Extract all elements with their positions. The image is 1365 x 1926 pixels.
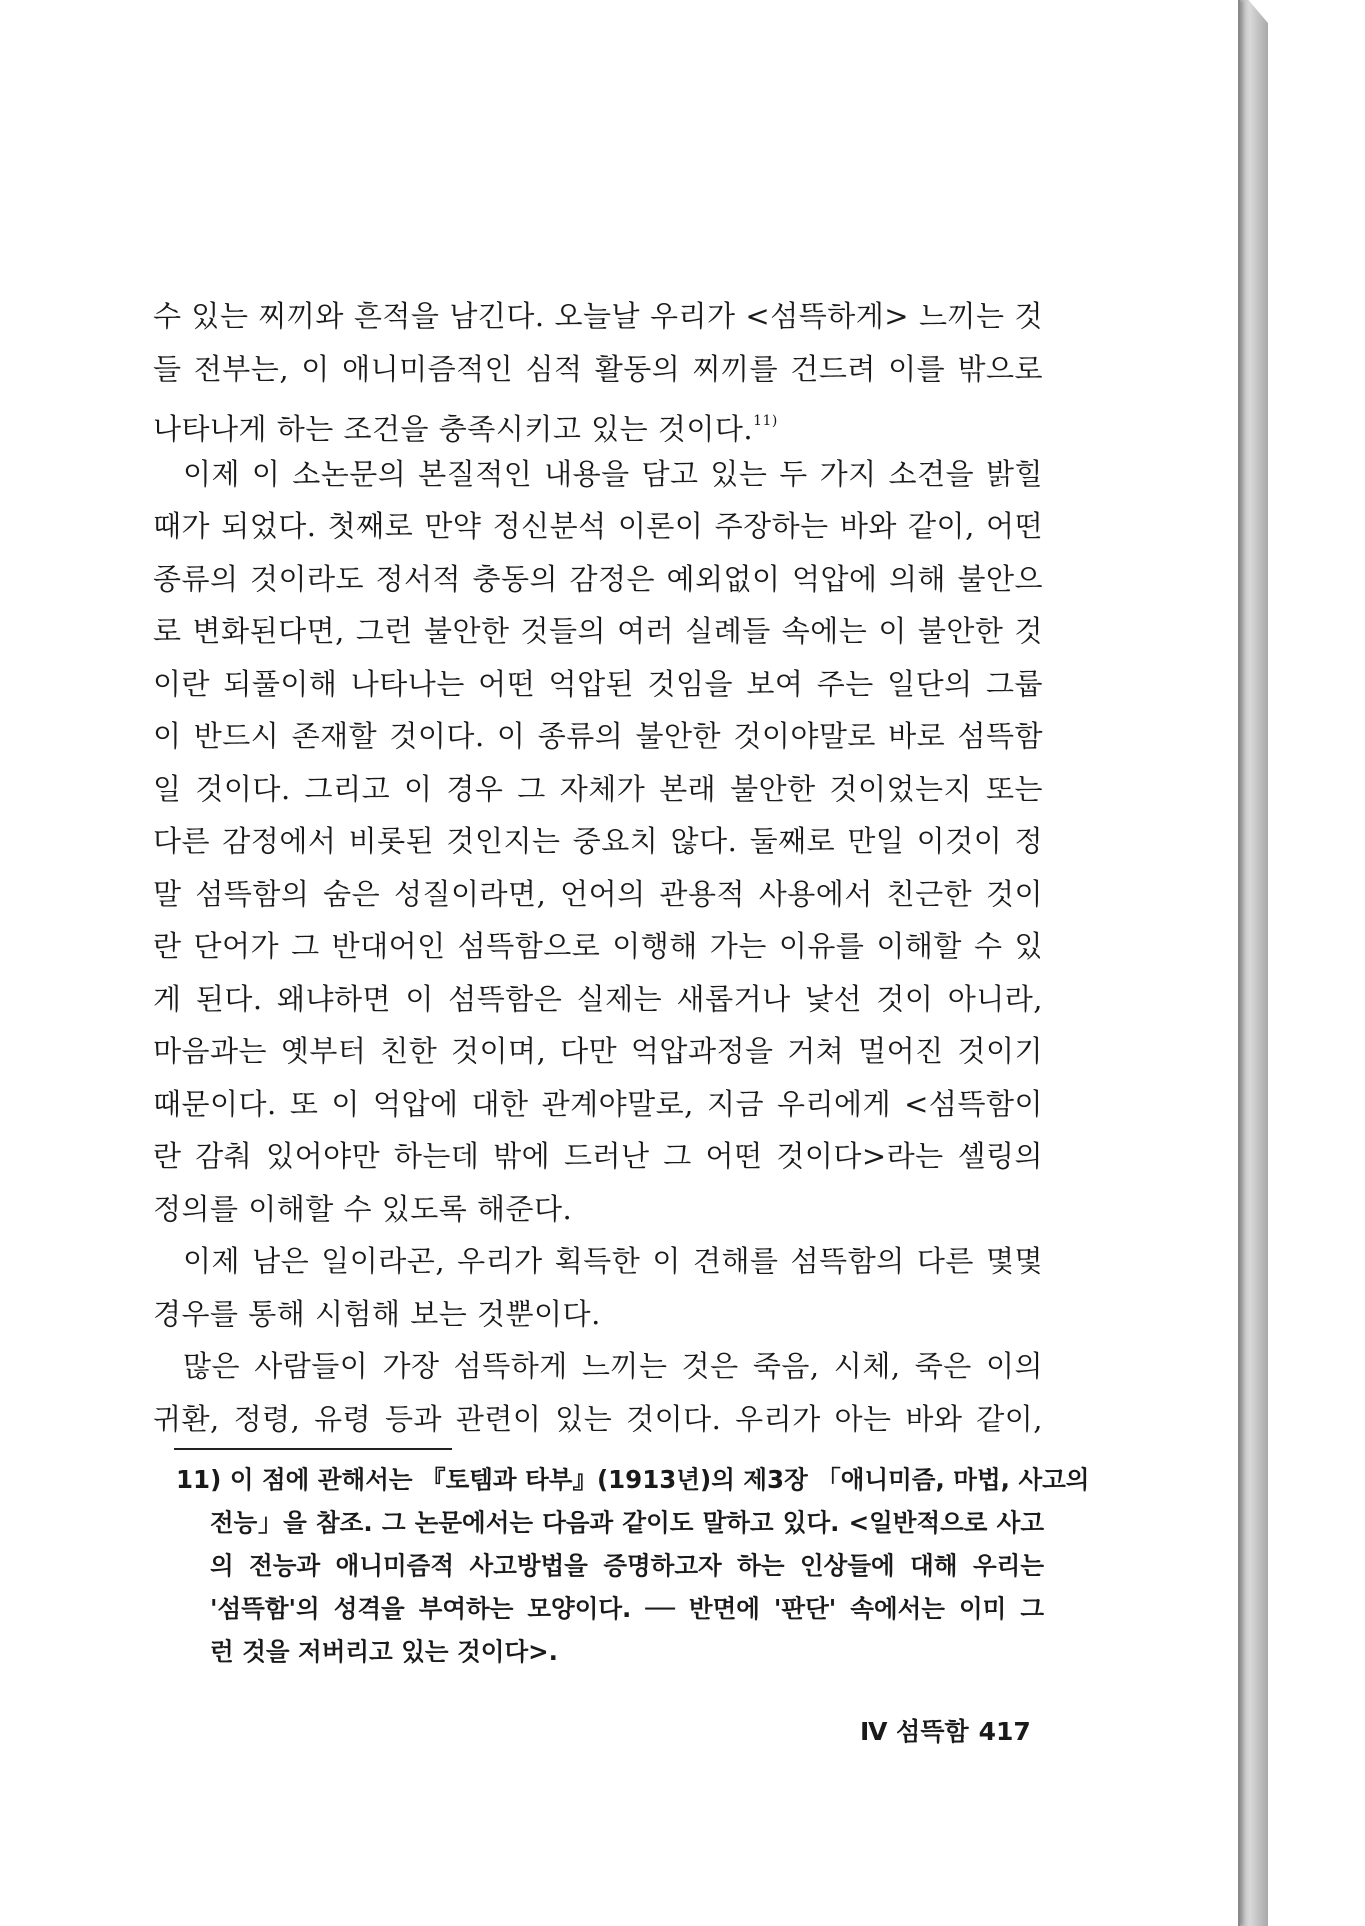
text-line: 때가 되었다. 첫째로 만약 정신분석 이론이 주장하는 바와 같이, 어떤: [153, 509, 1043, 543]
page-number: 417: [978, 1717, 1031, 1746]
text-line: 들 전부는, 이 애니미즘적인 심적 활동의 찌끼를 건드려 이를 밖으로: [153, 351, 1043, 386]
footnote: [176, 1458, 1090, 1673]
footnote-line: 의 전능과 애니미즘적 사고방법을 증명하고자 하는 인상들에 대해 우리는: [210, 1551, 1044, 1580]
footnote-line: '섬뜩함'의 성격을 부여하는 모양이다. ── 반면에 '판단' 속에서는 이미 그: [210, 1594, 1044, 1623]
body-text: [153, 290, 1043, 1445]
footnote-line: 런 것을 저버리고 있는 것이다>.: [210, 1637, 558, 1666]
text-line: 때문이다. 또 이 억압에 대한 관계야말로, 지금 우리에게 <섬뜩함이: [153, 1086, 1043, 1121]
section-title: Ⅳ 섬뜩함: [860, 1717, 969, 1746]
text-line: 란 감춰 있어야만 하는데 밖에 드러난 그 어떤 것이다>라는 셸링의: [153, 1139, 1043, 1173]
text-line: 이란 되풀이해 나타나는 어떤 억압된 것임을 보여 주는 일단의 그룹: [153, 666, 1043, 701]
text-line: 귀환, 정령, 유령 등과 관련이 있는 것이다. 우리가 아는 바와 같이,: [153, 1401, 1043, 1436]
footnote-line: 전능」을 참조. 그 논문에서는 다음과 같이도 말하고 있다. <일반적으로 사고: [210, 1508, 1044, 1537]
footnote-line: 11) 이 점에 관해서는 『토템과 타부』(1913년)의 제3장 「애니미즘, 마법, 사고의: [176, 1465, 1090, 1494]
text-line: 이제 남은 일이라곤, 우리가 획득한 이 견해를 섬뜩함의 다른 몇몇: [183, 1244, 1043, 1278]
text-line: 나타나게 하는 조건을 충족시키고 있는 것이다.: [153, 412, 754, 446]
text-line: 게 된다. 왜냐하면 이 섬뜩함은 실제는 새롭거나 낯선 것이 아니라,: [153, 981, 1043, 1016]
text-line: 종류의 것이라도 정서적 충동의 감정은 예외없이 억압에 의해 불안으: [153, 561, 1043, 596]
text-line-with-footnote: [153, 395, 1043, 448]
text-line: 로 변화된다면, 그런 불안한 것들의 여러 실례들 속에는 이 불안한 것: [153, 614, 1043, 648]
text-line: 말 섬뜩함의 숨은 성질이라면, 언어의 관용적 사용에서 친근한 것이: [153, 876, 1043, 911]
text-line: 마음과는 옛부터 친한 것이며, 다만 억압과정을 거쳐 멀어진 것이기: [153, 1034, 1043, 1068]
text-line: 경우를 통해 시험해 보는 것뿐이다.: [153, 1296, 601, 1331]
text-line: 이 반드시 존재할 것이다. 이 종류의 불안한 것이야말로 바로 섬뜩함: [153, 719, 1043, 753]
text-line: 이제 이 소논문의 본질적인 내용을 담고 있는 두 가지 소견을 밝힐: [183, 456, 1043, 491]
footnote-reference[interactable]: 11): [753, 413, 778, 429]
text-line: 많은 사람들이 가장 섬뜩하게 느끼는 것은 죽음, 시체, 죽은 이의: [183, 1349, 1043, 1383]
book-page-edges: [1238, 0, 1268, 1926]
text-line: 정의를 이해할 수 있도록 해준다.: [153, 1191, 573, 1226]
running-footer: [850, 1712, 1031, 1748]
text-line: 다른 감정에서 비롯된 것인지는 중요치 않다. 둘째로 만일 이것이 정: [153, 824, 1043, 858]
text-line: 수 있는 찌끼와 흔적을 남긴다. 오늘날 우리가 <섬뜩하게> 느끼는 것: [153, 299, 1043, 333]
text-line: 란 단어가 그 반대어인 섬뜩함으로 이행해 가는 이유를 이해할 수 있: [153, 929, 1043, 963]
text-line: 일 것이다. 그리고 이 경우 그 자체가 본래 불안한 것이었는지 또는: [153, 771, 1043, 806]
footnote-divider: [174, 1448, 452, 1450]
